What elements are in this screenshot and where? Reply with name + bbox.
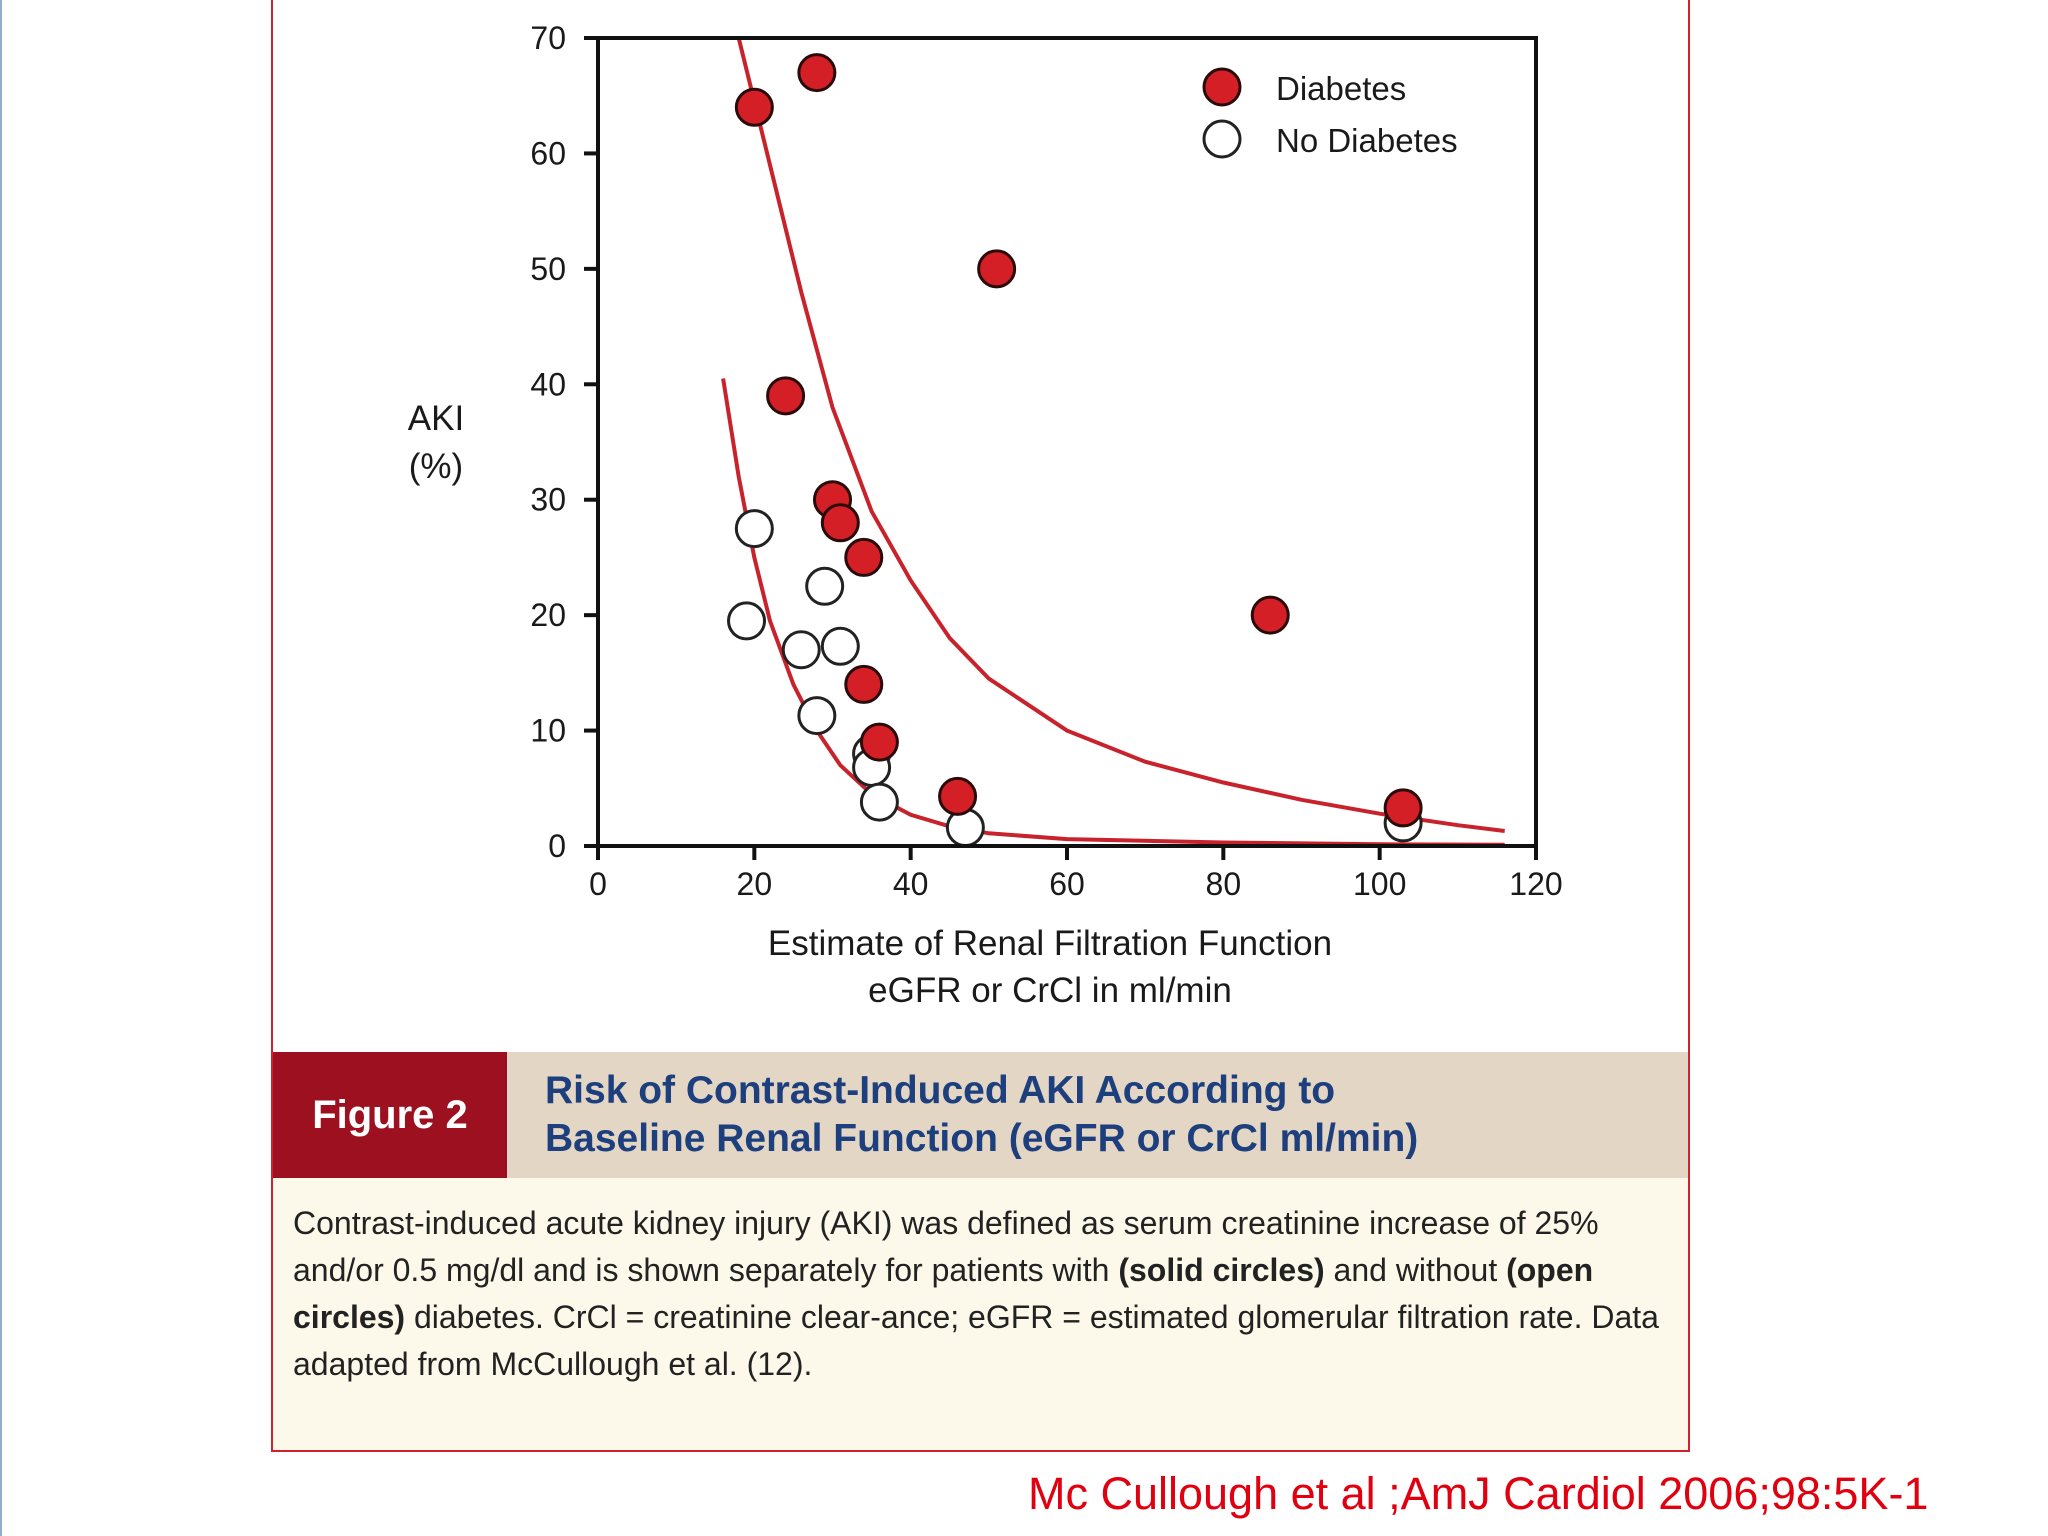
y-tick-label: 10 (530, 712, 566, 749)
legend-label-no-diabetes: No Diabetes (1276, 122, 1458, 159)
y-tick-label: 20 (530, 597, 566, 634)
caption-bold-open: (open circles) (293, 1252, 1594, 1335)
axis-ticks (584, 38, 1536, 860)
figure-caption (273, 1178, 1688, 1450)
caption-bold-solid: (solid circles) (1118, 1252, 1325, 1288)
fit-curve-no-diabetes (723, 379, 1505, 845)
diabetes-point (979, 251, 1015, 287)
fit-curves (723, 38, 1505, 845)
aki-scatter-chart (273, 0, 1690, 1050)
slide-border (0, 0, 2, 1536)
legend-marker-no-diabetes (1204, 121, 1240, 157)
x-tick-label: 120 (1509, 866, 1563, 902)
figure-number: Figure 2 (273, 1052, 507, 1178)
caption-text-3: diabetes. CrCl = creatinine clear-ance; eGFR = estimated glomerular filtration rate. Data adapted from McCullough et al. (12). (293, 1299, 1659, 1382)
x-tick-label: 0 (589, 866, 607, 902)
figure-title-line1: Risk of Contrast-Induced AKI According to (545, 1069, 1336, 1112)
y-axis-label-line2: (%) (408, 447, 464, 486)
diabetes-point (1385, 790, 1421, 826)
y-tick-label: 50 (530, 250, 566, 287)
no-diabetes-point (736, 511, 772, 547)
y-tick-labels (530, 20, 566, 864)
legend (1204, 69, 1458, 159)
plot-frame (598, 38, 1536, 846)
x-tick-label: 60 (1049, 866, 1085, 902)
x-axis-label-line2: eGFR or CrCl in ml/min (868, 971, 1232, 1010)
diabetes-point (846, 539, 882, 575)
x-tick-label: 80 (1205, 866, 1242, 902)
caption-header (273, 1052, 1688, 1178)
figure-title (507, 1052, 1418, 1178)
diabetes-point (736, 89, 772, 125)
y-tick-label: 0 (548, 828, 566, 864)
x-tick-label: 40 (892, 866, 929, 902)
data-points (729, 55, 1422, 846)
diabetes-point (822, 505, 858, 541)
no-diabetes-point (861, 784, 897, 820)
y-tick-label: 40 (530, 366, 566, 403)
y-axis-label-line1: AKI (407, 399, 465, 438)
citation: Mc Cullough et al ;AmJ Cardiol 2006;98:5K-1 (1028, 1468, 1929, 1519)
diabetes-point (768, 378, 804, 414)
y-tick-label: 30 (530, 481, 566, 518)
diabetes-point (940, 778, 976, 814)
diabetes-point (846, 666, 882, 702)
x-tick-labels (589, 866, 1563, 902)
legend-marker-diabetes (1204, 69, 1240, 105)
x-tick-label: 20 (736, 866, 773, 902)
caption-text-1: Contrast-induced acute kidney injury (AKI) was defined as serum creatinine increase of 25% and/or 0.5 mg/dl and is shown separately for patients with (293, 1205, 1599, 1288)
diabetes-point (861, 724, 897, 760)
figure-title-line2: Baseline Renal Function (eGFR or CrCl ml/min) (545, 1117, 1419, 1160)
y-tick-label: 70 (530, 20, 566, 56)
figure-panel (271, 0, 1690, 1452)
no-diabetes-point (729, 603, 765, 639)
y-tick-label: 60 (530, 135, 566, 172)
caption-text-2: and without (1324, 1252, 1507, 1288)
no-diabetes-point (807, 568, 843, 604)
no-diabetes-point (799, 698, 835, 734)
x-axis-label-line1: Estimate of Renal Filtration Function (767, 924, 1333, 963)
legend-label-diabetes: Diabetes (1276, 70, 1407, 107)
no-diabetes-point (783, 632, 819, 668)
diabetes-point (1252, 597, 1288, 633)
x-tick-label: 100 (1352, 866, 1407, 902)
no-diabetes-point (822, 628, 858, 664)
diabetes-point (799, 55, 835, 91)
